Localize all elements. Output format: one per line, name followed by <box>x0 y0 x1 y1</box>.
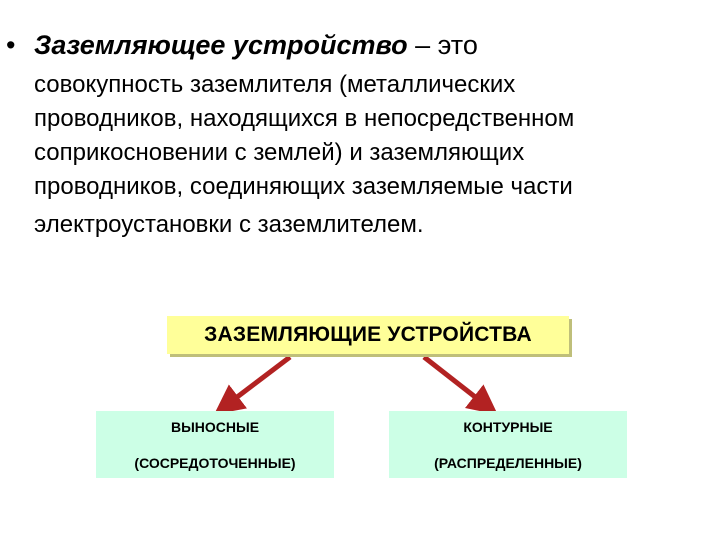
definition-dash: – это <box>407 30 478 60</box>
left-arrow <box>224 357 290 407</box>
definition-term: Заземляющее устройство <box>34 30 408 60</box>
definition-line: соприкосновении с землей) и заземляющих <box>34 139 525 166</box>
bullet: • <box>6 30 16 60</box>
branch-box-remote <box>96 411 334 478</box>
definition-line: проводников, находящихся в непосредственном <box>34 105 575 132</box>
branch-sublabel: (СОСРЕДОТОЧЕННЫЕ) <box>134 455 296 471</box>
branch-label: ВЫНОСНЫЕ <box>170 419 260 435</box>
diagram-title-box: ЗАЗЕМЛЯЮЩИЕ УСТРОЙСТВА <box>167 316 569 354</box>
branch-box-contour <box>389 411 627 478</box>
definition-line: совокупность заземлителя (металлических <box>34 71 516 98</box>
branch-label: КОНТУРНЫЕ <box>463 419 553 435</box>
definition-line: электроустановки с заземлителем. <box>34 211 424 238</box>
branch-sublabel: (РАСПРЕДЕЛЕННЫЕ) <box>434 455 582 471</box>
definition-line: проводников, соединяющих заземляемые части <box>34 173 573 200</box>
right-arrow <box>424 357 488 407</box>
